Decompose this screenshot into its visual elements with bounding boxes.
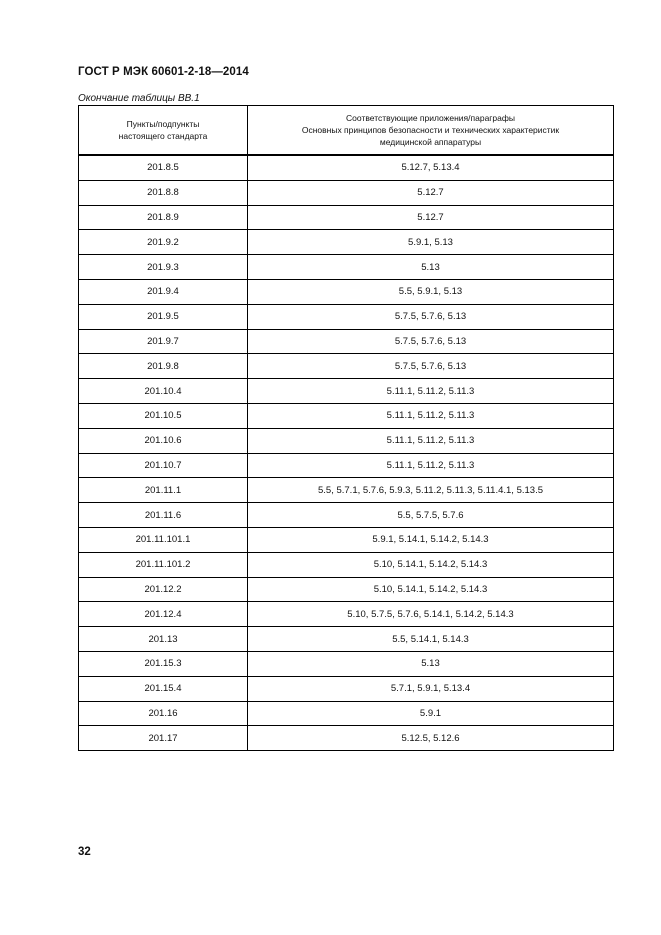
table-row	[79, 255, 614, 280]
document-header: ГОСТ Р МЭК 60601-2-18—2014	[78, 66, 249, 78]
cell-principles: 5.11.1, 5.11.2, 5.11.3	[248, 453, 614, 478]
cell-clause: 201.10.6	[79, 428, 248, 453]
correspondence-table	[78, 105, 614, 751]
cell-clause: 201.17	[79, 726, 248, 751]
cell-principles: 5.9.1, 5.13	[248, 230, 614, 255]
table-row	[79, 205, 614, 230]
cell-principles: 5.10, 5.14.1, 5.14.2, 5.14.3	[248, 552, 614, 577]
cell-principles: 5.9.1, 5.14.1, 5.14.2, 5.14.3	[248, 527, 614, 552]
cell-clause: 201.10.4	[79, 379, 248, 404]
cell-principles: 5.11.1, 5.11.2, 5.11.3	[248, 428, 614, 453]
cell-principles: 5.12.5, 5.12.6	[248, 726, 614, 751]
cell-clause: 201.11.1	[79, 478, 248, 503]
table-row	[79, 304, 614, 329]
table-row	[79, 527, 614, 552]
table-body	[79, 155, 614, 751]
table-row	[79, 577, 614, 602]
cell-clause: 201.15.3	[79, 651, 248, 676]
cell-principles: 5.12.7	[248, 180, 614, 205]
cell-principles: 5.5, 5.14.1, 5.14.3	[248, 627, 614, 652]
cell-principles: 5.11.1, 5.11.2, 5.11.3	[248, 379, 614, 404]
cell-clause: 201.8.8	[79, 180, 248, 205]
column-header-clauses	[79, 106, 248, 156]
cell-principles: 5.12.7	[248, 205, 614, 230]
cell-principles: 5.10, 5.14.1, 5.14.2, 5.14.3	[248, 577, 614, 602]
column-header-line: Соответствующие приложения/параграфы	[346, 113, 515, 123]
cell-clause: 201.8.5	[79, 155, 248, 180]
cell-clause: 201.11.101.2	[79, 552, 248, 577]
table-row	[79, 403, 614, 428]
table-row	[79, 552, 614, 577]
cell-principles: 5.11.1, 5.11.2, 5.11.3	[248, 403, 614, 428]
cell-principles: 5.5, 5.9.1, 5.13	[248, 279, 614, 304]
table-caption: Окончание таблицы ВВ.1	[78, 93, 200, 104]
cell-clause: 201.9.2	[79, 230, 248, 255]
cell-clause: 201.8.9	[79, 205, 248, 230]
cell-principles: 5.13	[248, 255, 614, 280]
table-row	[79, 155, 614, 180]
table-row	[79, 279, 614, 304]
cell-principles: 5.7.5, 5.7.6, 5.13	[248, 304, 614, 329]
column-header-principles	[248, 106, 614, 156]
table-row	[79, 503, 614, 528]
cell-clause: 201.13	[79, 627, 248, 652]
page-number: 32	[78, 846, 91, 858]
cell-clause: 201.12.2	[79, 577, 248, 602]
cell-clause: 201.9.7	[79, 329, 248, 354]
cell-principles: 5.13	[248, 651, 614, 676]
cell-principles: 5.12.7, 5.13.4	[248, 155, 614, 180]
table-row	[79, 676, 614, 701]
table-row	[79, 726, 614, 751]
table-row	[79, 701, 614, 726]
cell-principles: 5.5, 5.7.5, 5.7.6	[248, 503, 614, 528]
table-row	[79, 180, 614, 205]
table-row	[79, 602, 614, 627]
cell-clause: 201.9.3	[79, 255, 248, 280]
cell-clause: 201.9.4	[79, 279, 248, 304]
cell-clause: 201.9.8	[79, 354, 248, 379]
cell-clause: 201.11.101.1	[79, 527, 248, 552]
table-row	[79, 379, 614, 404]
cell-clause: 201.9.5	[79, 304, 248, 329]
cell-clause: 201.15.4	[79, 676, 248, 701]
cell-principles: 5.7.5, 5.7.6, 5.13	[248, 329, 614, 354]
cell-principles: 5.5, 5.7.1, 5.7.6, 5.9.3, 5.11.2, 5.11.3, 5.11.4.1, 5.13.5	[248, 478, 614, 503]
column-header-line: Основных принципов безопасности и технических характеристик	[301, 125, 560, 135]
cell-clause: 201.12.4	[79, 602, 248, 627]
cell-principles: 5.10, 5.7.5, 5.7.6, 5.14.1, 5.14.2, 5.14.3	[248, 602, 614, 627]
cell-clause: 201.10.7	[79, 453, 248, 478]
table-row	[79, 453, 614, 478]
table-header-row	[79, 106, 614, 156]
column-header-line: настоящего стандарта	[118, 131, 208, 141]
cell-clause: 201.11.6	[79, 503, 248, 528]
cell-clause: 201.16	[79, 701, 248, 726]
table-row	[79, 230, 614, 255]
column-header-line: Пункты/подпункты	[126, 119, 200, 129]
table-row	[79, 354, 614, 379]
cell-principles: 5.7.1, 5.9.1, 5.13.4	[248, 676, 614, 701]
table-row	[79, 329, 614, 354]
table-row	[79, 478, 614, 503]
cell-clause: 201.10.5	[79, 403, 248, 428]
column-header-line: медицинской аппаратуры	[379, 137, 482, 147]
table-row	[79, 651, 614, 676]
cell-principles: 5.7.5, 5.7.6, 5.13	[248, 354, 614, 379]
table-row	[79, 627, 614, 652]
table-row	[79, 428, 614, 453]
cell-principles: 5.9.1	[248, 701, 614, 726]
